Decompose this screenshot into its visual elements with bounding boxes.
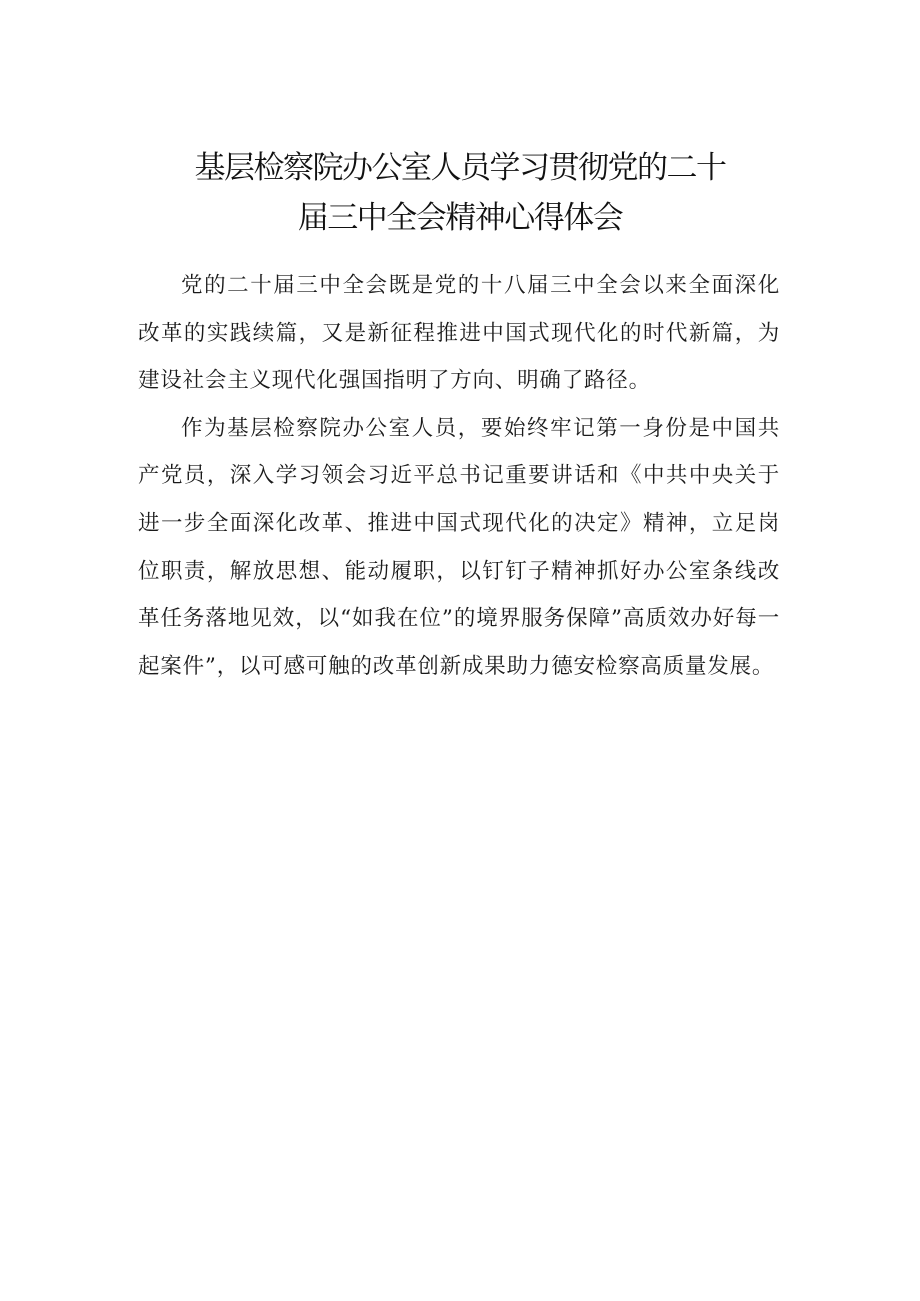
document-title (120, 143, 800, 243)
title-line-2: 届三中全会精神心得体会 (297, 200, 623, 236)
title-line-1: 基层检察院办公室人员学习贯彻党的二十 (194, 150, 726, 186)
paragraph-2: 作为基层检察院办公室人员，要始终牢记第一身份是中国共产党员，深入学习领会习近平总书记重要讲话和《中共中央关于进一步全面深化改革、推进中国式现代化的决定》精神，立足岗位职责，解放思想、能动履职，以钉钉子精神抓好办公室条线改革任务落地见效，以“如我在位”的境界服务保障”高质效办好每一起案件”，以可感可触的改革创新成果助力德安检察高质量发展。 (138, 415, 780, 679)
paragraph-1: 党的二十届三中全会既是党的十八届三中全会以来全面深化改革的实践续篇，又是新征程推进中国式现代化的时代新篇，为建设社会主义现代化强国指明了方向、明确了路径。 (138, 273, 780, 394)
document-body (138, 262, 780, 690)
